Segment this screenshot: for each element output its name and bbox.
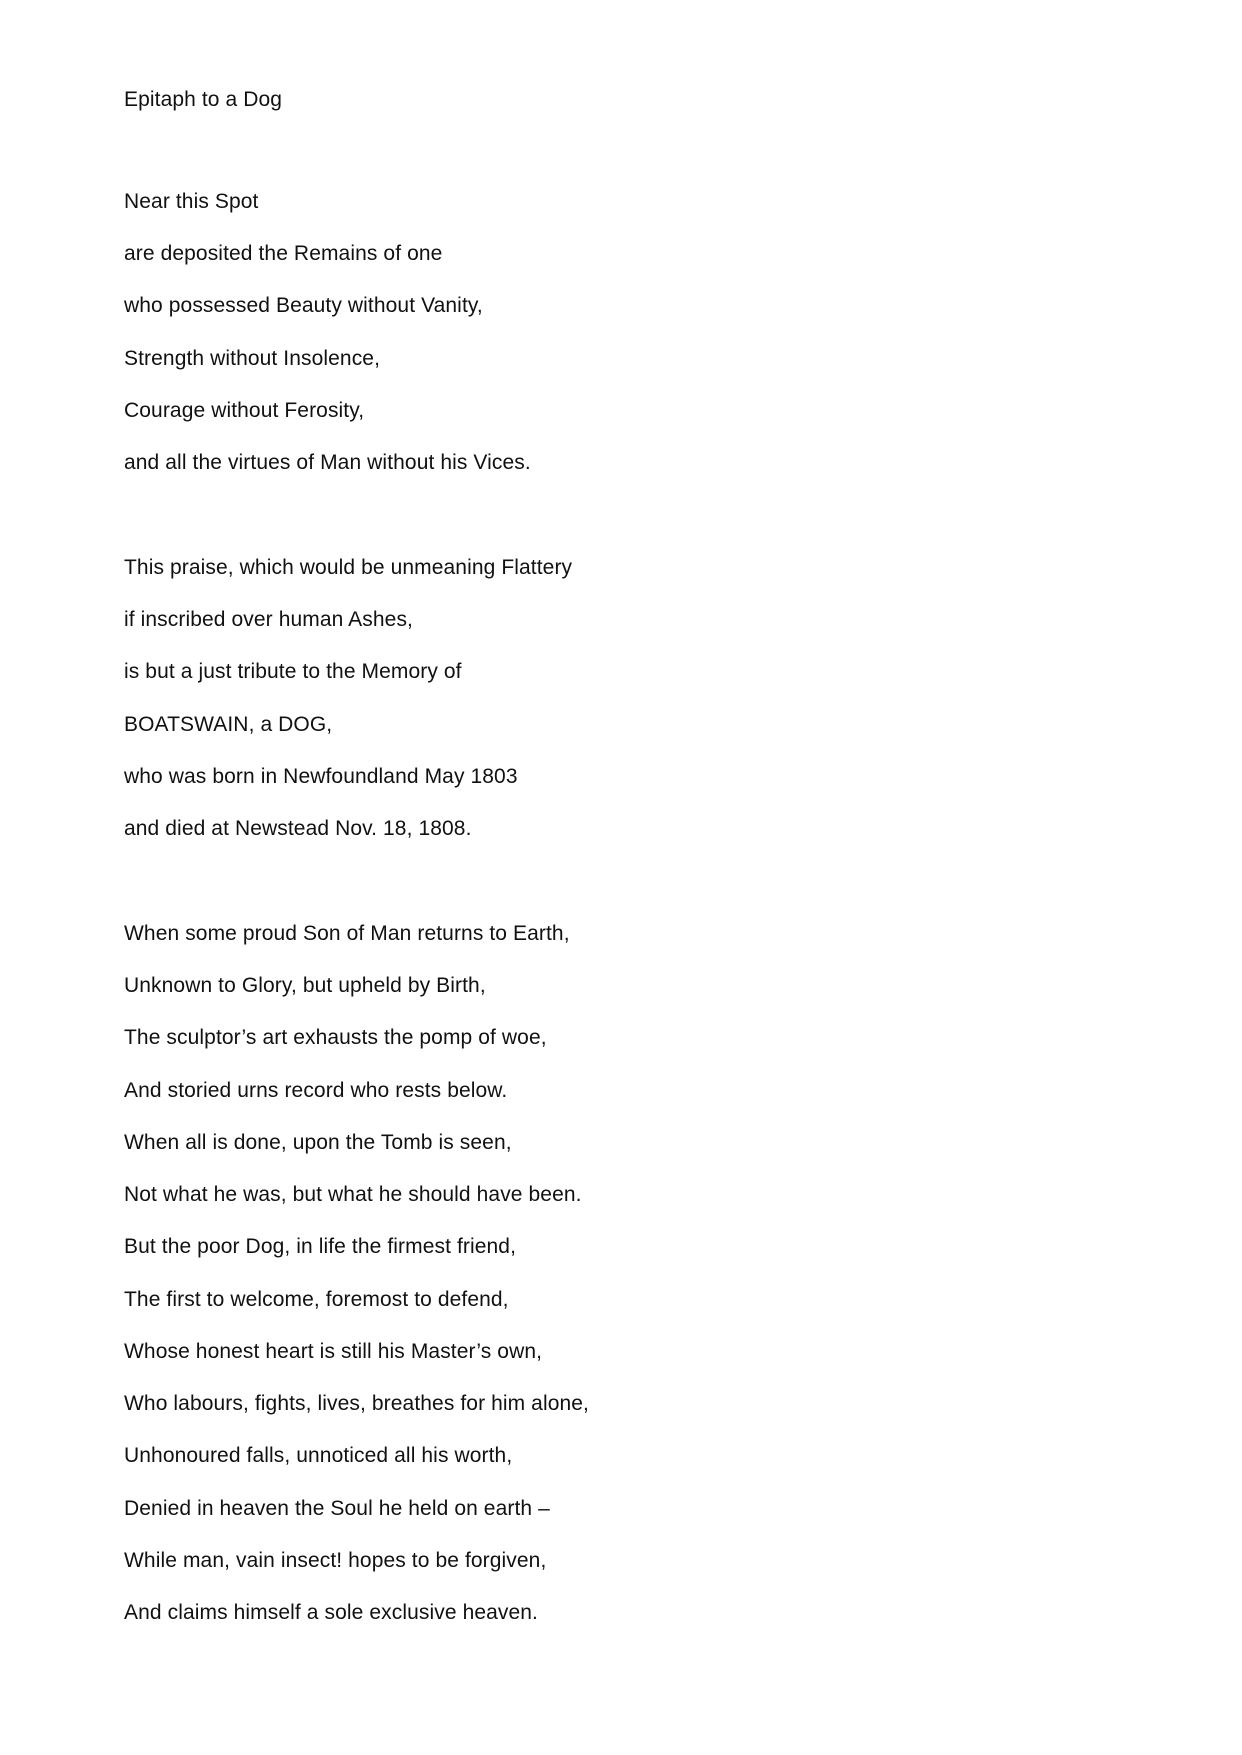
poem-line: if inscribed over human Ashes,: [124, 608, 413, 631]
poem-line: BOATSWAIN, a DOG,: [124, 713, 333, 736]
poem-line: Courage without Ferosity,: [124, 399, 365, 422]
poem-line: The first to welcome, foremost to defend,: [124, 1288, 509, 1311]
poem-line: Unknown to Glory, but upheld by Birth,: [124, 974, 486, 997]
poem-line: Not what he was, but what he should have been.: [124, 1183, 582, 1206]
poem-line: This praise, which would be unmeaning Flattery: [124, 556, 573, 579]
poem-line: Whose honest heart is still his Master’s own,: [124, 1340, 543, 1363]
poem-line: who possessed Beauty without Vanity,: [124, 294, 483, 317]
poem-title: Epitaph to a Dog: [124, 88, 283, 111]
poem-line: who was born in Newfoundland May 1803: [124, 765, 518, 788]
poem-line: and died at Newstead Nov. 18, 1808.: [124, 817, 472, 840]
poem-line: When all is done, upon the Tomb is seen,: [124, 1131, 512, 1154]
poem-line: While man, vain insect! hopes to be forgiven,: [124, 1549, 547, 1572]
poem-line: and all the virtues of Man without his Vices.: [124, 451, 531, 474]
poem-line: is but a just tribute to the Memory of: [124, 660, 462, 683]
poem-line: are deposited the Remains of one: [124, 242, 443, 265]
poem-line: And claims himself a sole exclusive heaven.: [124, 1601, 538, 1624]
poem-line: Near this Spot: [124, 190, 259, 213]
poem-line: The sculptor’s art exhausts the pomp of woe,: [124, 1026, 547, 1049]
poem-line: But the poor Dog, in life the firmest friend,: [124, 1235, 517, 1258]
poem-line: And storied urns record who rests below.: [124, 1079, 508, 1102]
poem-line: Denied in heaven the Soul he held on earth –: [124, 1497, 550, 1520]
poem-line: When some proud Son of Man returns to Earth,: [124, 922, 570, 945]
poem-line: Who labours, fights, lives, breathes for him alone,: [124, 1392, 589, 1415]
poem-line: Strength without Insolence,: [124, 347, 381, 370]
poem-line: Unhonoured falls, unnoticed all his worth,: [124, 1444, 513, 1467]
